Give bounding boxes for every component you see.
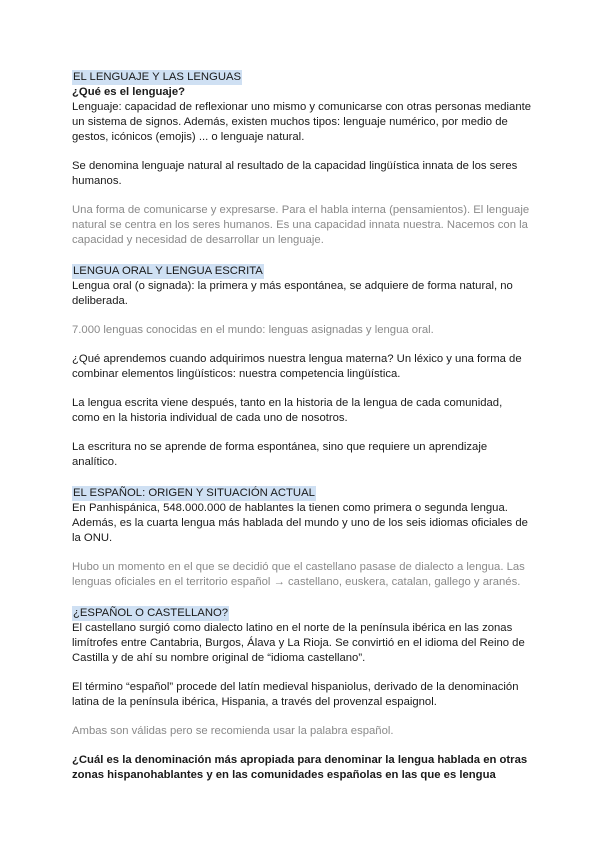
section-espanol-origen [72, 486, 532, 590]
paragraph: Lengua oral (o signada): la primera y más espontánea, se adquiere de forma natural, no deliberada. [72, 280, 513, 307]
paragraph: En Panhispánica, 548.000.000 de hablantes la tienen como primera o segunda lengua. Además, es la cuarta lengua más hablada del mundo y uno de los seis idiomas oficiales de la ONU. [72, 502, 528, 544]
section-heading: EL LENGUAJE Y LAS LENGUAS [73, 71, 242, 83]
gray-note: 7.000 lenguas conocidas en el mundo: lenguas asignadas y lengua oral. [72, 324, 434, 336]
section-heading: ¿ESPAÑOL O CASTELLANO? [73, 607, 229, 619]
gray-note: Una forma de comunicarse y expresarse. Para el habla interna (pensamientos). El lenguaje natural se centra en los seres humanos. Es una capacidad innata nuestra. Nacemos con la capacidad y necesidad de desarrollar un lenguaje. [72, 204, 530, 246]
document-body [72, 70, 532, 783]
paragraph: Se denomina lenguaje natural al resultado de la capacidad lingüística innata de los seres humanos. [72, 160, 518, 187]
section-heading: EL ESPAÑOL: ORIGEN Y SITUACIÓN ACTUAL [73, 487, 315, 499]
paragraph: La escritura no se aprende de forma espontánea, sino que requiere un aprendizaje analítico. [72, 441, 488, 468]
paragraph: ¿Qué aprendemos cuando adquirimos nuestra lengua materna? Un léxico y una forma de combinar elementos lingüísticos: nuestra competencia lingüística. [72, 353, 522, 380]
section-question: ¿Qué es el lenguaje? [72, 86, 186, 98]
gray-note: Hubo un momento en el que se decidió que el castellano pasase de dialecto a lengua. Las lenguas oficiales en el territorio español → castellano, euskera, catalan, gallego y aranés. [72, 561, 525, 588]
paragraph: La lengua escrita viene después, tanto en la historia de la lengua de cada comunidad, como en la historia individual de cada uno de nosotros. [72, 397, 503, 424]
paragraph: El término “español” procede del latín medieval hispaniolus, derivado de la denominación latina de la península ibérica, Hispania, a través del provenzal espaignol. [72, 681, 519, 708]
section-lenguaje [72, 70, 532, 248]
paragraph: El castellano surgió como dialecto latino en el norte de la península ibérica en las zonas limítrofes entre Cantabria, Burgos, Álava y La Rioja. Se convirtió en el idioma del Reino de Castilla y de ahí su nombre original de “idioma castellano”. [72, 622, 525, 664]
section-espanol-castellano [72, 606, 532, 783]
gray-note: Ambas son válidas pero se recomienda usar la palabra español. [72, 725, 394, 737]
section-question: ¿Cuál es la denominación más apropiada para denominar la lengua hablada en otras zonas hispanohablantes y en las comunidades españolas en las que es lengua [72, 754, 528, 781]
paragraph: Lenguaje: capacidad de reflexionar uno mismo y comunicarse con otras personas mediante un sistema de signos. Además, existen muchos tipos: lenguaje numérico, por medio de gestos, icónicos (emojis) ... o lenguaje natural. [72, 101, 532, 143]
section-lengua-oral-escrita [72, 264, 532, 470]
section-heading: LENGUA ORAL Y LENGUA ESCRITA [73, 265, 263, 277]
